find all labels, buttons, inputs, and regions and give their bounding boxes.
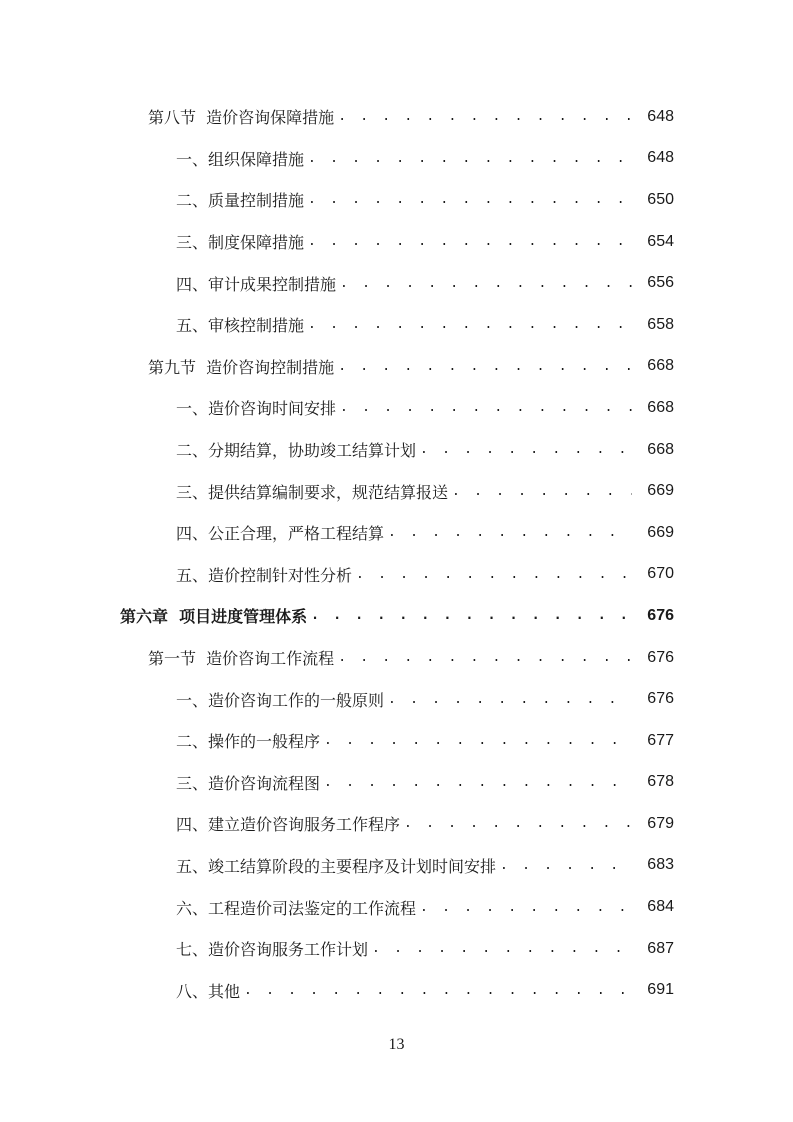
toc-entry-page: 691	[647, 981, 674, 999]
dot-leader	[340, 400, 632, 415]
dot-leader	[420, 900, 632, 915]
toc-entry-title: 五、竣工结算阶段的主要程序及计划时间安排	[176, 856, 497, 876]
toc-entry-page: 683	[647, 856, 674, 874]
toc-entry-title: 六、工程造价司法鉴定的工作流程	[176, 898, 417, 918]
toc-entry-item[interactable]	[0, 387, 793, 429]
toc-entry-title: 第六章 项目进度管理体系	[120, 607, 308, 627]
dot-leader	[311, 608, 632, 623]
toc-entry-item[interactable]	[0, 262, 793, 304]
toc-entry-page: 650	[647, 190, 674, 208]
toc-entry-page: 656	[647, 274, 674, 292]
toc-entry-item[interactable]	[0, 845, 793, 887]
toc-entry-page: 654	[647, 232, 674, 250]
dot-leader	[244, 983, 632, 998]
table-of-contents	[0, 96, 793, 1011]
dot-leader	[500, 858, 632, 873]
toc-entry-page: 678	[647, 773, 674, 791]
toc-entry-page: 670	[647, 565, 674, 583]
toc-entry-page: 668	[647, 440, 674, 458]
dot-leader	[308, 317, 632, 332]
toc-entry-title: 一、造价咨询工作的一般原则	[176, 690, 385, 710]
toc-entry-item[interactable]	[0, 221, 793, 263]
toc-entry-item[interactable]	[0, 886, 793, 928]
toc-entry-chapter[interactable]	[0, 595, 793, 637]
toc-entry-item[interactable]	[0, 762, 793, 804]
toc-entry-item[interactable]	[0, 969, 793, 1011]
dot-leader	[338, 650, 632, 665]
toc-entry-section[interactable]	[0, 346, 793, 388]
toc-entry-page: 668	[647, 398, 674, 416]
toc-entry-item[interactable]	[0, 304, 793, 346]
toc-entry-item[interactable]	[0, 720, 793, 762]
toc-entry-title: 四、审计成果控制措施	[176, 274, 337, 294]
dot-leader	[308, 192, 632, 207]
toc-entry-page: 669	[647, 482, 674, 500]
toc-entry-page: 687	[647, 939, 674, 957]
toc-entry-title: 三、提供结算编制要求，规范结算报送	[176, 482, 449, 502]
toc-entry-item[interactable]	[0, 138, 793, 180]
toc-entry-page: 676	[647, 606, 674, 624]
toc-entry-section[interactable]	[0, 96, 793, 138]
toc-entry-title: 第九节 造价咨询控制措施	[148, 357, 335, 377]
toc-entry-item[interactable]	[0, 470, 793, 512]
dot-leader	[340, 276, 632, 291]
toc-entry-title: 一、造价咨询时间安排	[176, 399, 337, 419]
page-number: 13	[388, 1036, 405, 1053]
toc-entry-title: 第八节 造价咨询保障措施	[148, 108, 335, 128]
toc-entry-page: 648	[647, 107, 674, 125]
dot-leader	[308, 151, 632, 166]
toc-entry-item[interactable]	[0, 512, 793, 554]
toc-entry-title: 七、造价咨询服务工作计划	[176, 940, 369, 960]
dot-leader	[308, 234, 632, 249]
toc-entry-title: 二、分期结算，协助竣工结算计划	[176, 441, 417, 461]
toc-entry-title: 三、制度保障措施	[176, 233, 305, 253]
toc-entry-title: 四、公正合理，严格工程结算	[176, 524, 385, 544]
toc-entry-page: 669	[647, 523, 674, 541]
dot-leader	[452, 484, 632, 499]
dot-leader	[388, 692, 632, 707]
toc-entry-title: 三、造价咨询流程图	[176, 773, 321, 793]
toc-entry-title: 八、其他	[176, 981, 241, 1001]
toc-entry-item[interactable]	[0, 179, 793, 221]
toc-entry-title: 第一节 造价咨询工作流程	[148, 649, 335, 669]
toc-entry-section[interactable]	[0, 637, 793, 679]
toc-entry-page: 684	[647, 898, 674, 916]
toc-entry-item[interactable]	[0, 429, 793, 471]
toc-entry-item[interactable]	[0, 928, 793, 970]
toc-entry-title: 二、质量控制措施	[176, 191, 305, 211]
dot-leader	[388, 525, 632, 540]
dot-leader	[372, 941, 632, 956]
dot-leader	[338, 109, 632, 124]
toc-entry-title: 一、组织保障措施	[176, 149, 305, 169]
toc-entry-page: 648	[647, 149, 674, 167]
toc-entry-page: 676	[647, 690, 674, 708]
dot-leader	[324, 733, 632, 748]
toc-entry-page: 679	[647, 814, 674, 832]
toc-entry-item[interactable]	[0, 678, 793, 720]
dot-leader	[338, 359, 632, 374]
toc-entry-title: 五、审核控制措施	[176, 316, 305, 336]
toc-entry-title: 四、建立造价咨询服务工作程序	[176, 815, 401, 835]
toc-entry-page: 658	[647, 315, 674, 333]
toc-entry-page: 677	[647, 731, 674, 749]
dot-leader	[404, 816, 632, 831]
dot-leader	[420, 442, 632, 457]
toc-entry-page: 668	[647, 357, 674, 375]
toc-entry-title: 二、操作的一般程序	[176, 732, 321, 752]
toc-entry-item[interactable]	[0, 803, 793, 845]
toc-entry-title: 五、造价控制针对性分析	[176, 565, 353, 585]
dot-leader	[324, 775, 632, 790]
toc-entry-page: 676	[647, 648, 674, 666]
dot-leader	[356, 567, 632, 582]
toc-entry-item[interactable]	[0, 554, 793, 596]
